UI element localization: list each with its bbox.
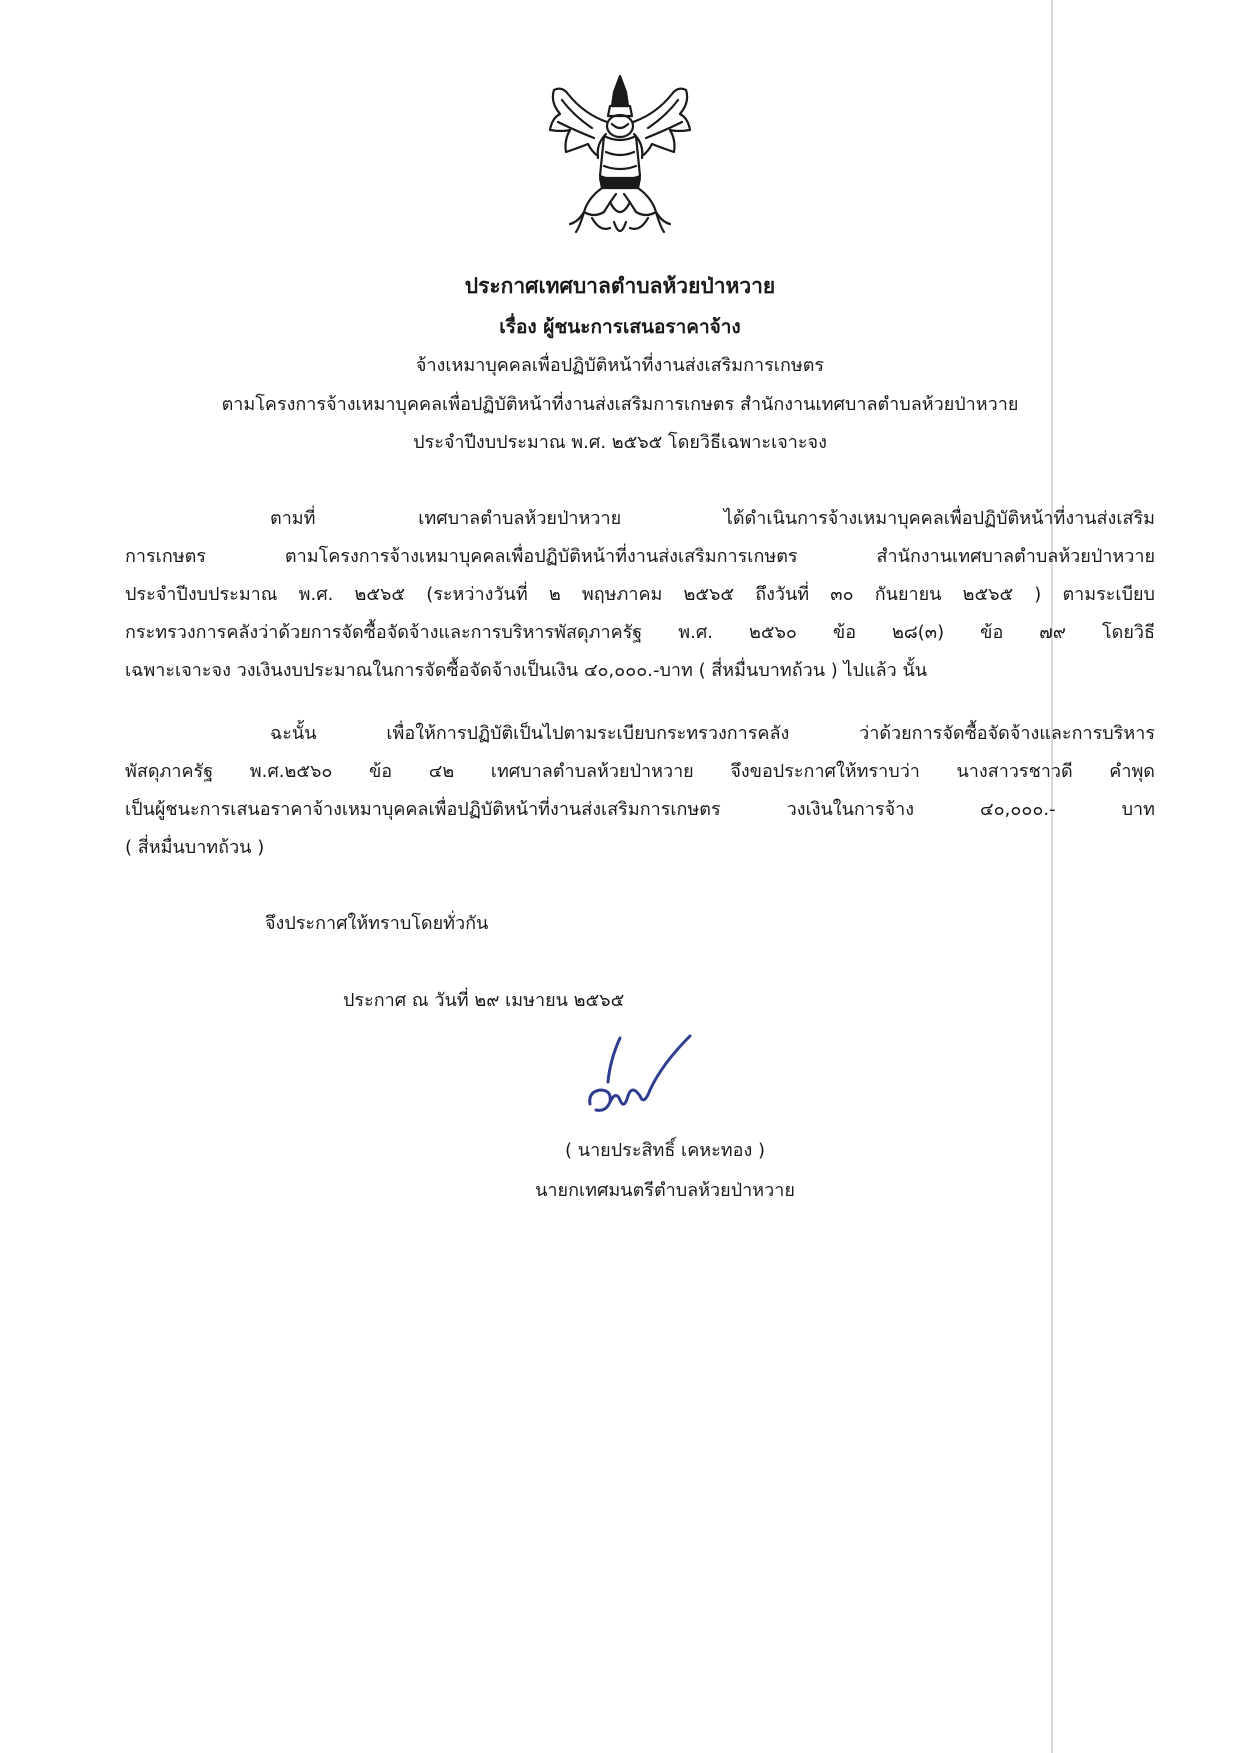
signatory-name: ( นายประสิทธิ์ เคหะทอง ) [565,1140,765,1161]
paragraph-line: ประจำปีงบประมาณ พ.ศ. ๒๕๖๕ (ระหว่างวันที่ ๒ พฤษภาคม ๒๕๖๕ ถึงวันที่ ๓๐ กันยายน ๒๕๖๕ ) ตามระเบียบ [125,584,1155,605]
paragraph-line: เฉพาะเจาะจง วงเงินงบประมาณในการจัดซื้อจัดจ้างเป็นเงิน ๔๐,๐๐๐.-บาท ( สี่หมื่นบาทถ้วน ) ไปแล้ว นั้น [125,660,928,681]
closing-statement: จึงประกาศให้ทราบโดยทั่วกัน [265,913,489,934]
announcement-subject: เรื่อง ผู้ชนะการเสนอราคาจ้าง [499,316,741,338]
subject-detail-line: ตามโครงการจ้างเหมาบุคคลเพื่อปฏิบัติหน้าที่งานส่งเสริมการเกษตร สำนักงานเทศบาลตำบลห้วยป่าหวาย [221,394,1019,415]
paragraph-line: กระทรวงการคลังว่าด้วยการจัดซื้อจัดจ้างและการบริหารพัสดุภาครัฐ พ.ศ. ๒๕๖๐ ข้อ ๒๘(๓) ข้อ ๗๙ โดยวิธี [125,622,1155,643]
announcement-date: ประกาศ ณ วันที่ ๒๙ เมษายน ๒๕๖๕ [343,990,625,1011]
announcement-title: ประกาศเทศบาลตำบลห้วยป่าหวาย [464,274,776,298]
paragraph-line: พัสดุภาครัฐ พ.ศ.๒๕๖๐ ข้อ ๔๒ เทศบาลตำบลห้วยป่าหวาย จึงขอประกาศให้ทราบว่า นางสาวรชาวดี คำพุด [125,761,1155,782]
subject-detail-line: จ้างเหมาบุคคลเพื่อปฏิบัติหน้าที่งานส่งเสริมการเกษตร [415,355,825,376]
paragraph-line: ตามที่ เทศบาลตำบลห้วยป่าหวาย ได้ดำเนินการจ้างเหมาบุคคลเพื่อปฏิบัติหน้าที่งานส่งเสริม [270,508,1155,529]
paragraph-line: ( สี่หมื่นบาทถ้วน ) [125,837,265,858]
paragraph-line: เป็นผู้ชนะการเสนอราคาจ้างเหมาบุคคลเพื่อปฏิบัติหน้าที่งานส่งเสริมการเกษตร วงเงินในการจ้าง ๔๐,๐๐๐.- บาท [125,799,1155,820]
handwritten-signature [580,1030,720,1120]
subject-detail-line: ประจำปีงบประมาณ พ.ศ. ๒๕๖๕ โดยวิธีเฉพาะเจาะจง [413,432,827,453]
signatory-position: นายกเทศมนตรีตำบลห้วยป่าหวาย [535,1180,795,1201]
paragraph-line: ฉะนั้น เพื่อให้การปฏิบัติเป็นไปตามระเบียบกระทรวงการคลัง ว่าด้วยการจัดซื้อจัดจ้างและการบริหาร [270,723,1155,744]
garuda-emblem-icon [540,72,700,252]
paragraph-line: การเกษตร ตามโครงการจ้างเหมาบุคคลเพื่อปฏิบัติหน้าที่งานส่งเสริมการเกษตร สำนักงานเทศบาลตำบลห้วยป่าหวาย [125,546,1155,567]
page-fold-line [1051,0,1053,1753]
